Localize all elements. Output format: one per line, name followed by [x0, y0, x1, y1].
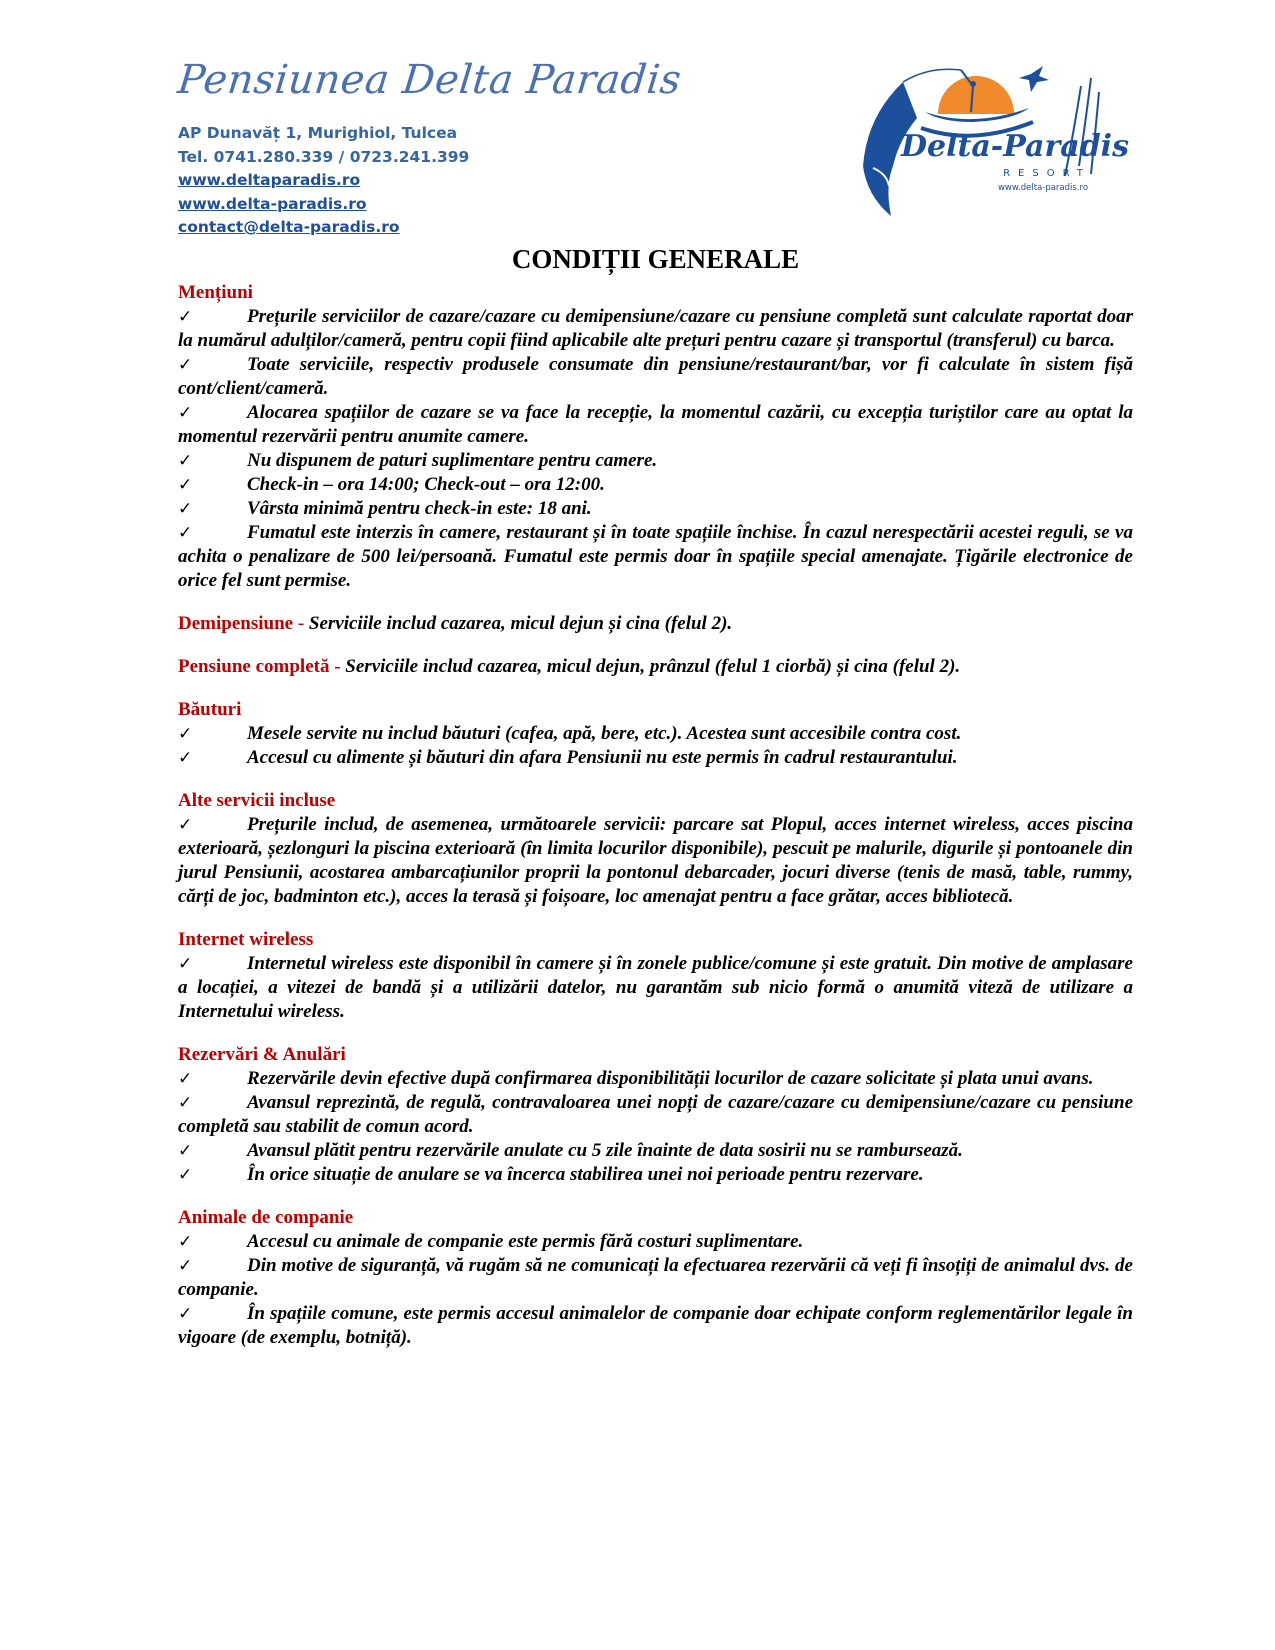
list-item-text: Avansul plătit pentru rezervările anulate cu 5 zile înainte de data sosirii nu se rambursează.: [247, 1140, 963, 1161]
list-item-text: Alocarea spațiilor de cazare se va face la recepție, la momentul cazării, cu excepția turiștilor care au optat la momentul rezervării pentru anumite camere.: [178, 402, 1133, 447]
list-item: [178, 722, 1133, 746]
checkmark-icon: ✓: [178, 1232, 193, 1252]
checkmark-icon: ✓: [178, 403, 193, 423]
list-item-text: Nu dispunem de paturi suplimentare pentru camere.: [247, 450, 658, 471]
checkmark-icon: ✓: [178, 1165, 193, 1185]
list-item: [178, 1139, 1133, 1163]
list-item: [178, 401, 1133, 449]
list-item-text: Accesul cu animale de companie este permis fără costuri suplimentare.: [247, 1231, 804, 1252]
checkmark-icon: ✓: [178, 523, 193, 543]
checkmark-icon: ✓: [178, 1141, 193, 1161]
logo-url: www.delta-paradis.ro: [997, 183, 1089, 193]
section-bauturi: [178, 698, 1133, 770]
section-rezervari: [178, 1043, 1133, 1187]
section-animale: [178, 1206, 1133, 1350]
separator: -: [329, 656, 346, 677]
section-heading: Băuturi: [178, 699, 242, 720]
checkmark-icon: ✓: [178, 815, 193, 835]
list-item-text: Mesele servite nu includ băuturi (cafea, apă, bere, etc.). Acestea sunt accesibile contra cost.: [247, 723, 962, 744]
list-item: [178, 1163, 1133, 1187]
list-item-text: Vârsta minimă pentru check-in este: 18 ani.: [247, 498, 592, 519]
section-label: Pensiune completă: [178, 656, 330, 677]
section-alte-servicii: [178, 789, 1133, 909]
list-item: [178, 952, 1133, 1024]
list-item-text: Fumatul este interzis în camere, restaurant și în toate spațiile închise. În cazul nerespectării acestei reguli, se va achita o penalizare de 500 lei/persoană. Fumatul este permis doar în spațiile special amenajate. Țigările electronice de orice fel sunt permise.: [178, 522, 1133, 591]
website-link-1[interactable]: www.deltaparadis.ro: [178, 171, 361, 189]
checkmark-icon: ✓: [178, 451, 193, 471]
list-item: [178, 1230, 1133, 1254]
item-list: [178, 722, 1133, 770]
list-item: [178, 497, 1133, 521]
item-list: [178, 813, 1133, 909]
checkmark-icon: ✓: [178, 1304, 193, 1324]
list-item: [178, 353, 1133, 401]
section-internet: [178, 928, 1133, 1024]
checkmark-icon: ✓: [178, 307, 193, 327]
header: [175, 52, 1133, 240]
logo-text: Delta-Paradis: [901, 129, 1129, 164]
checkmark-icon: ✓: [178, 475, 193, 495]
list-item: [178, 746, 1133, 770]
list-item-text: Avansul reprezintă, de regulă, contravaloarea unei nopți de cazare/cazare cu demipensiune/cazare cu pensiune completă sau stabilit de comun acord.: [178, 1092, 1133, 1137]
phone: Tel. 0741.280.339 / 0723.241.399: [178, 147, 470, 166]
checkmark-icon: ✓: [178, 748, 193, 768]
delta-paradis-logo: [833, 56, 1133, 224]
separator: -: [293, 613, 309, 634]
list-item-text: În orice situație de anulare se va încerca stabilirea unei noi perioade pentru rezervare.: [247, 1164, 924, 1185]
address: AP Dunavăț 1, Murighiol, Tulcea: [178, 124, 458, 142]
list-item-text: Accesul cu alimente și băuturi din afara Pensiunii nu este permis în cadrul restaurantului.: [247, 747, 958, 768]
section-mentiuni: [178, 281, 1133, 593]
document-page: [175, 52, 1133, 1350]
checkmark-icon: ✓: [178, 954, 193, 974]
checkmark-icon: ✓: [178, 1069, 193, 1089]
section-heading: Mențiuni: [178, 282, 253, 303]
list-item-text: Prețurile includ, de asemenea, următoarele servicii: parcare sat Plopul, acces internet wireless, acces piscina exterioară, șezlonguri la piscina exterioară (în limita locurilor disponibile), pescuit pe malurile, digurile și pontoanele din jurul Pensiunii, acostarea ambarcațiunilor proprii la pontonul debarcader, jocuri diverse (tenis de masă, table, rummy, cărți de joc, badminton etc.), acces la terasă și foișoare, loc amenajat pentru a face grătar, acces bibliotecă.: [178, 814, 1133, 907]
item-list: [178, 952, 1133, 1024]
checkmark-icon: ✓: [178, 724, 193, 744]
section-text: Serviciile includ cazarea, micul dejun, prânzul (felul 1 ciorbă) și cina (felul 2).: [345, 656, 961, 677]
list-item-text: În spațiile comune, este permis accesul animalelor de companie doar echipate conform reglementărilor legale în vigoare (de exemplu, botniță).: [178, 1303, 1133, 1348]
list-item: [178, 1254, 1133, 1302]
list-item: [178, 1091, 1133, 1139]
section-heading: Animale de companie: [178, 1207, 354, 1228]
item-list: [178, 1067, 1133, 1187]
list-item: [178, 521, 1133, 593]
list-item-text: Internetul wireless este disponibil în camere și în zonele publice/comune și este gratuit. Din motive de amplasare a locației, a vitezei de bandă și a utilizării datelor, nu garantăm sub nicio formă o anumită viteză de utilizare a Internetului wireless.: [178, 953, 1133, 1022]
section-heading: Alte servicii incluse: [178, 790, 336, 811]
item-list: [178, 1230, 1133, 1350]
section-label: Demipensiune: [178, 613, 294, 634]
email-link[interactable]: contact@delta-paradis.ro: [178, 218, 400, 236]
section-heading: Rezervări & Anulări: [178, 1044, 346, 1065]
list-item-text: Rezervările devin efective după confirmarea disponibilității locurilor de cazare solicitate și plata unui avans.: [247, 1068, 1094, 1089]
logo-subtext: RESORT: [1003, 168, 1091, 179]
checkmark-icon: ✓: [178, 1256, 193, 1276]
section-demipensiune: [178, 612, 1133, 636]
list-item-text: Toate serviciile, respectiv produsele consumate din pensiune/restaurant/bar, vor fi calculate în sistem fișă cont/client/cameră.: [178, 354, 1133, 399]
website-link-2[interactable]: www.delta-paradis.ro: [178, 194, 367, 213]
list-item: [178, 305, 1133, 353]
list-item-text: Check-in – ora 14:00; Check-out – ora 12:00.: [247, 474, 605, 495]
list-item: [178, 1302, 1133, 1350]
section-heading: Internet wireless: [178, 929, 314, 950]
list-item-text: Din motive de siguranță, vă rugăm să ne comunicați la efectuarea rezervării că veți fi însoțiți de animalul dvs. de companie.: [178, 1255, 1133, 1300]
page-title: CONDIȚII GENERALE: [511, 244, 800, 274]
checkmark-icon: ✓: [178, 1093, 193, 1113]
section-text: Serviciile includ cazarea, micul dejun și cina (felul 2).: [308, 613, 733, 634]
list-item-text: Prețurile serviciilor de cazare/cazare cu demipensiune/cazare cu pensiune completă sunt calculate raportat doar la numărul adulților/cameră, pentru copii fiind aplicabile alte prețuri pentru cazare și transportul (transferul) cu barca.: [178, 306, 1133, 351]
list-item: [178, 1067, 1133, 1091]
checkmark-icon: ✓: [178, 499, 193, 519]
item-list: [178, 305, 1133, 593]
list-item: [178, 449, 1133, 473]
list-item: [178, 813, 1133, 909]
checkmark-icon: ✓: [178, 355, 193, 375]
list-item: [178, 473, 1133, 497]
section-pensiune-completa: [178, 655, 1133, 679]
brand-title: Pensiunea Delta Paradis: [175, 57, 684, 103]
